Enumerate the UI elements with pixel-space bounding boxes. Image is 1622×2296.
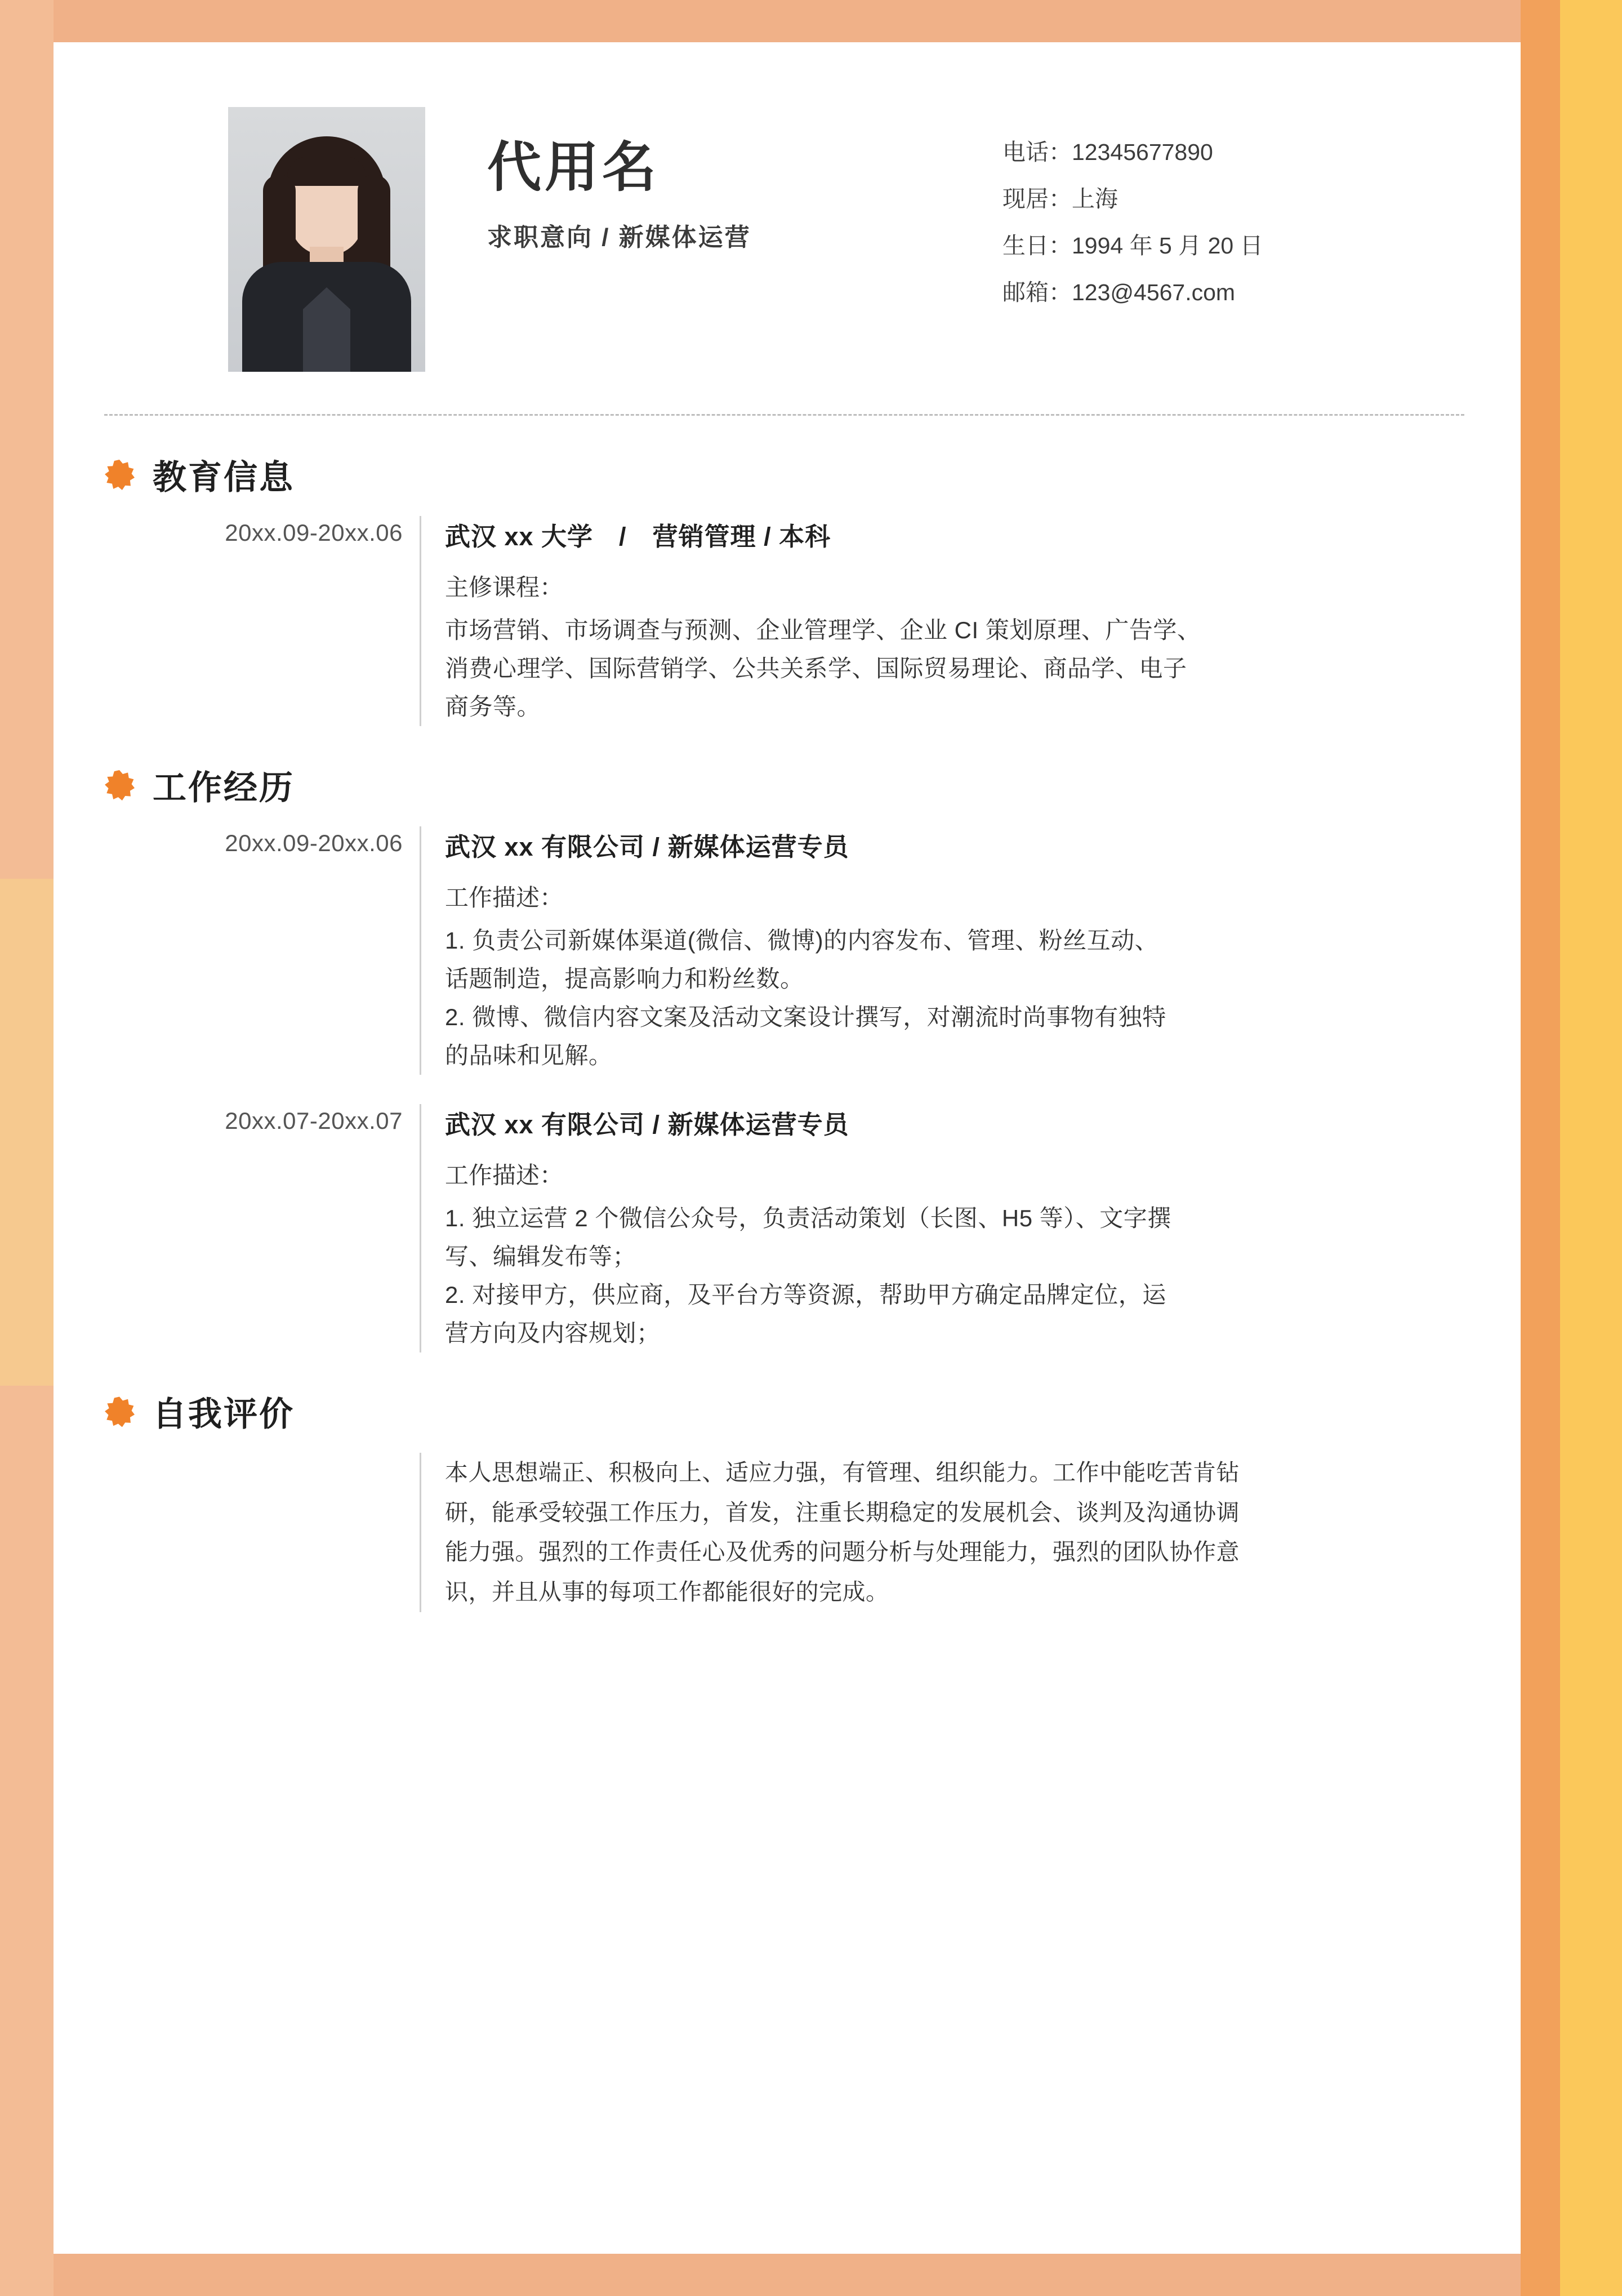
education-entry	[104, 516, 1464, 726]
self-evaluation-line: 本人思想端正、积极向上、适应力强，有管理、组织能力。工作中能吃苦肯钻	[445, 1460, 1240, 1486]
self-evaluation-line: 识，并且从事的每项工作都能很好的完成。	[445, 1578, 889, 1605]
resume-content	[54, 42, 1521, 2254]
experience-line: 的品味和见解。	[445, 1042, 613, 1069]
decorative-band-top	[0, 0, 1622, 42]
decorative-band-left-bottom	[0, 1386, 54, 2296]
contact-block	[1002, 107, 1470, 328]
resume-header	[54, 42, 1521, 372]
education-body	[420, 516, 1464, 726]
education-date: 20xx.09-20xx.06	[225, 519, 403, 546]
name-block	[425, 107, 1002, 253]
burst-icon	[104, 460, 135, 490]
education-line: 消费心理学、国际营销学、公共关系学、国际贸易理论、商品学、电子	[445, 655, 1187, 682]
decorative-band-yellow-right	[1560, 0, 1622, 2296]
contact-location: 现居：上海	[1002, 186, 1118, 212]
header-divider	[104, 414, 1464, 416]
experience-date: 20xx.07-20xx.07	[225, 1107, 403, 1134]
decorative-band-bottom	[0, 2254, 1622, 2296]
education-heading: 武汉 xx 大学 / 营销管理 / 本科	[445, 522, 831, 551]
decorative-band-left-top	[0, 0, 54, 879]
experience-entry	[104, 826, 1464, 1075]
section-self-evaluation-label: 自我评价	[153, 1395, 295, 1434]
section-self-evaluation	[54, 1387, 1521, 1612]
section-experience	[54, 761, 1521, 1352]
experience-subtitle: 工作描述：	[445, 1162, 564, 1189]
contact-email: 邮箱：123@4567.com	[1002, 279, 1236, 305]
section-education-title	[104, 451, 1464, 499]
photo-fringe	[287, 157, 366, 186]
section-self-evaluation-title	[104, 1387, 1464, 1436]
experience-body	[420, 1104, 1464, 1352]
self-evaluation-line: 能力强。强烈的工作责任心及优秀的问题分析与处理能力，强烈的团队协作意	[445, 1539, 1240, 1565]
self-evaluation-line: 研，能承受较强工作压力，首发，注重长期稳定的发展机会、谈判及沟通协调	[445, 1499, 1240, 1525]
section-education-label: 教育信息	[153, 459, 295, 496]
experience-line: 营方向及内容规划；	[445, 1320, 661, 1347]
burst-icon	[104, 1396, 135, 1427]
candidate-name: 代用名	[487, 137, 660, 198]
education-line: 商务等。	[445, 693, 541, 720]
contact-phone: 电话：12345677890	[1002, 139, 1213, 165]
profile-photo	[228, 107, 425, 372]
self-evaluation-entry	[104, 1453, 1464, 1612]
experience-date: 20xx.09-20xx.06	[225, 830, 403, 857]
job-objective: 求职意向 / 新媒体运营	[487, 223, 751, 251]
experience-line: 1. 独立运营 2 个微信公众号，负责活动策划（长图、H5 等）、文字撰	[445, 1205, 1171, 1232]
section-experience-title	[104, 761, 1464, 809]
experience-line: 1. 负责公司新媒体渠道(微信、微博)的内容发布、管理、粉丝互动、	[445, 927, 1159, 954]
section-education	[54, 451, 1521, 726]
experience-line: 话题制造，提高影响力和粉丝数。	[445, 965, 804, 993]
experience-entry	[104, 1104, 1464, 1352]
experience-body	[420, 826, 1464, 1075]
experience-heading: 武汉 xx 有限公司 / 新媒体运营专员	[445, 833, 849, 862]
education-subtitle: 主修课程：	[445, 574, 564, 600]
experience-line: 2. 微博、微信内容文案及活动文案设计撰写，对潮流时尚事物有独特	[445, 1004, 1166, 1031]
experience-subtitle: 工作描述：	[445, 884, 564, 911]
experience-heading: 武汉 xx 有限公司 / 新媒体运营专员	[445, 1110, 849, 1140]
contact-birthday: 生日：1994 年 5 月 20 日	[1002, 233, 1263, 259]
decorative-band-left-middle	[0, 879, 54, 1386]
experience-line: 2. 对接甲方，供应商，及平台方等资源，帮助甲方确定品牌定位，运	[445, 1282, 1166, 1309]
self-evaluation-body	[420, 1453, 1464, 1612]
experience-line: 写、编辑发布等；	[445, 1243, 637, 1270]
education-line: 市场营销、市场调查与预测、企业管理学、企业 CI 策划原理、广告学、	[445, 617, 1201, 644]
self-evaluation-spacer	[104, 1453, 420, 1612]
section-experience-label: 工作经历	[153, 769, 295, 807]
burst-icon	[104, 770, 135, 800]
decorative-band-orange-right	[1521, 0, 1560, 2296]
